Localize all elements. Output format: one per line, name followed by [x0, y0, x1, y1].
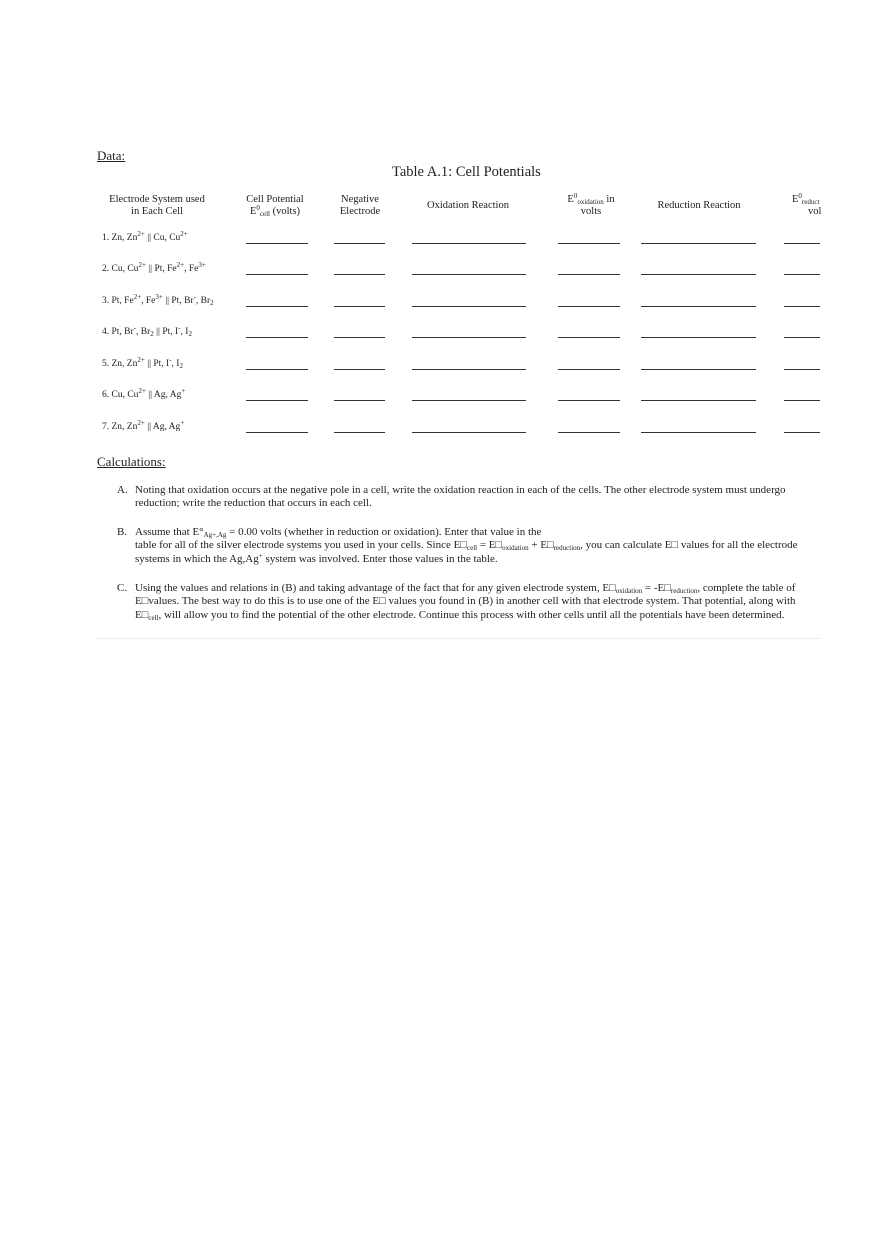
answer-cell-potential-row-6[interactable]: [246, 400, 308, 401]
answer-e-reduction-row-7[interactable]: [784, 432, 820, 433]
calc-text-a: Noting that oxidation occurs at the negative pole in a cell, write the oxidation reaction in each of the cells. The other electrode system must undergo reduction; write the reduction that occurs in each cell.: [135, 484, 786, 510]
answer-reduction-reaction-row-1[interactable]: [641, 243, 756, 244]
answer-e-oxidation-row-1[interactable]: [558, 243, 620, 244]
data-label: Data:: [97, 148, 126, 163]
calc-item-b: [117, 526, 807, 566]
answer-e-oxidation-row-6[interactable]: [558, 400, 620, 401]
header-e-oxidation: $E^0_{oxidation}$ in volts: [567, 192, 615, 217]
answer-e-reduction-row-1[interactable]: [784, 243, 820, 244]
bottom-rule: [97, 638, 820, 639]
answer-e-oxidation-row-4[interactable]: [558, 337, 620, 338]
answer-cell-potential-row-2[interactable]: [246, 274, 308, 275]
answer-e-reduction-row-3[interactable]: [784, 306, 820, 307]
table-title: Table A.1: Cell Potentials: [392, 164, 541, 180]
answer-oxidation-reaction-row-7[interactable]: [412, 432, 526, 433]
calc-letter-b: B.: [117, 526, 128, 538]
answer-negative-electrode-row-1[interactable]: [334, 243, 385, 244]
header-oxidation-reaction: Oxidation Reaction: [427, 200, 509, 211]
answer-oxidation-reaction-row-3[interactable]: [412, 306, 526, 307]
answer-oxidation-reaction-row-5[interactable]: [412, 369, 526, 370]
answer-cell-potential-row-3[interactable]: [246, 306, 308, 307]
electrode-system-row-3: 3. Pt, $Fe^{2+}$, $Fe^{3+}$ || Pt, Br-, $Br_2$: [102, 293, 214, 307]
answer-cell-potential-row-1[interactable]: [246, 243, 308, 244]
answer-reduction-reaction-row-7[interactable]: [641, 432, 756, 433]
answer-reduction-reaction-row-3[interactable]: [641, 306, 756, 307]
answer-cell-potential-row-5[interactable]: [246, 369, 308, 370]
calc-text-c: Using the values and relations in (B) and taking advantage of the fact that for any given electrode system, $E□_{oxidation}$ = $-E□_{reduction}$, complete the table of E□values. The best way to do this is to use one of the E□ values you found in (B) in another cell with that electrode system. That potential, along with $E□_{cell}$, will allow you to find the potential of the other electrode. Continue this process with other cells until all the potentials have been determined.: [135, 582, 796, 622]
calculations-label: Calculations:: [97, 454, 166, 469]
electrode-system-row-6: 6. Cu, $Cu^{2+}$ || Ag, Ag+: [102, 387, 186, 400]
calc-item-c: [117, 582, 807, 622]
answer-e-reduction-row-4[interactable]: [784, 337, 820, 338]
electrode-system-row-4: 4. Pt, Br-, $Br_2$ || Pt, I-, $I_2$: [102, 324, 192, 338]
answer-oxidation-reaction-row-4[interactable]: [412, 337, 526, 338]
header-reduction-reaction: Reduction Reaction: [657, 200, 741, 211]
answer-reduction-reaction-row-5[interactable]: [641, 369, 756, 370]
answer-reduction-reaction-row-2[interactable]: [641, 274, 756, 275]
electrode-system-row-2: 2. Cu, $Cu^{2+}$ || Pt, $Fe^{2+}$, $Fe^{3+}$: [102, 261, 206, 274]
answer-oxidation-reaction-row-2[interactable]: [412, 274, 526, 275]
answer-e-oxidation-row-5[interactable]: [558, 369, 620, 370]
answer-e-reduction-row-2[interactable]: [784, 274, 820, 275]
answer-e-oxidation-row-7[interactable]: [558, 432, 620, 433]
answer-cell-potential-row-7[interactable]: [246, 432, 308, 433]
electrode-system-row-5: 5. Zn, $Zn^{2+}$ || Pt, I-, $I_2$: [102, 356, 183, 370]
calc-letter-c: C.: [117, 582, 128, 594]
answer-e-reduction-row-6[interactable]: [784, 400, 820, 401]
calc-text-b: Assume that $E^\circ_{Ag+,Ag} = 0.00$ volts (whether in reduction or oxidation). Enter that value in the table for all of the silver electrode systems you used in your cells. Since $E□_{cell}$ = $E□_{oxidation}$ + $E□_{reduction}$, you can calculate E□ values for all the electrode systems in which the Ag,Ag+ system was involved. Enter those values in the table.: [135, 526, 798, 565]
header-cell-potential: Cell Potential $E^0_{cell}$ (volts): [246, 194, 304, 218]
answer-negative-electrode-row-6[interactable]: [334, 400, 385, 401]
answer-e-oxidation-row-3[interactable]: [558, 306, 620, 307]
answer-negative-electrode-row-2[interactable]: [334, 274, 385, 275]
answer-negative-electrode-row-4[interactable]: [334, 337, 385, 338]
calc-letter-a: A.: [117, 484, 128, 496]
electrode-system-row-1: 1. Zn, $Zn^{2+}$ || Cu, $Cu^{2+}$: [102, 230, 188, 243]
answer-reduction-reaction-row-4[interactable]: [641, 337, 756, 338]
answer-e-reduction-row-5[interactable]: [784, 369, 820, 370]
answer-negative-electrode-row-3[interactable]: [334, 306, 385, 307]
answer-negative-electrode-row-7[interactable]: [334, 432, 385, 433]
answer-oxidation-reaction-row-6[interactable]: [412, 400, 526, 401]
answer-cell-potential-row-4[interactable]: [246, 337, 308, 338]
header-electrode-system: Electrode System used in Each Cell: [109, 194, 205, 217]
header-e-reduction: $E^0_{reduct}$ vol: [792, 192, 822, 217]
answer-reduction-reaction-row-6[interactable]: [641, 400, 756, 401]
answer-oxidation-reaction-row-1[interactable]: [412, 243, 526, 244]
answer-e-oxidation-row-2[interactable]: [558, 274, 620, 275]
calc-item-a: [117, 484, 807, 511]
answer-negative-electrode-row-5[interactable]: [334, 369, 385, 370]
header-negative-electrode: Negative Electrode: [339, 194, 381, 217]
electrode-system-row-7: 7. Zn, $Zn^{2+}$ || Ag, Ag+: [102, 419, 185, 432]
